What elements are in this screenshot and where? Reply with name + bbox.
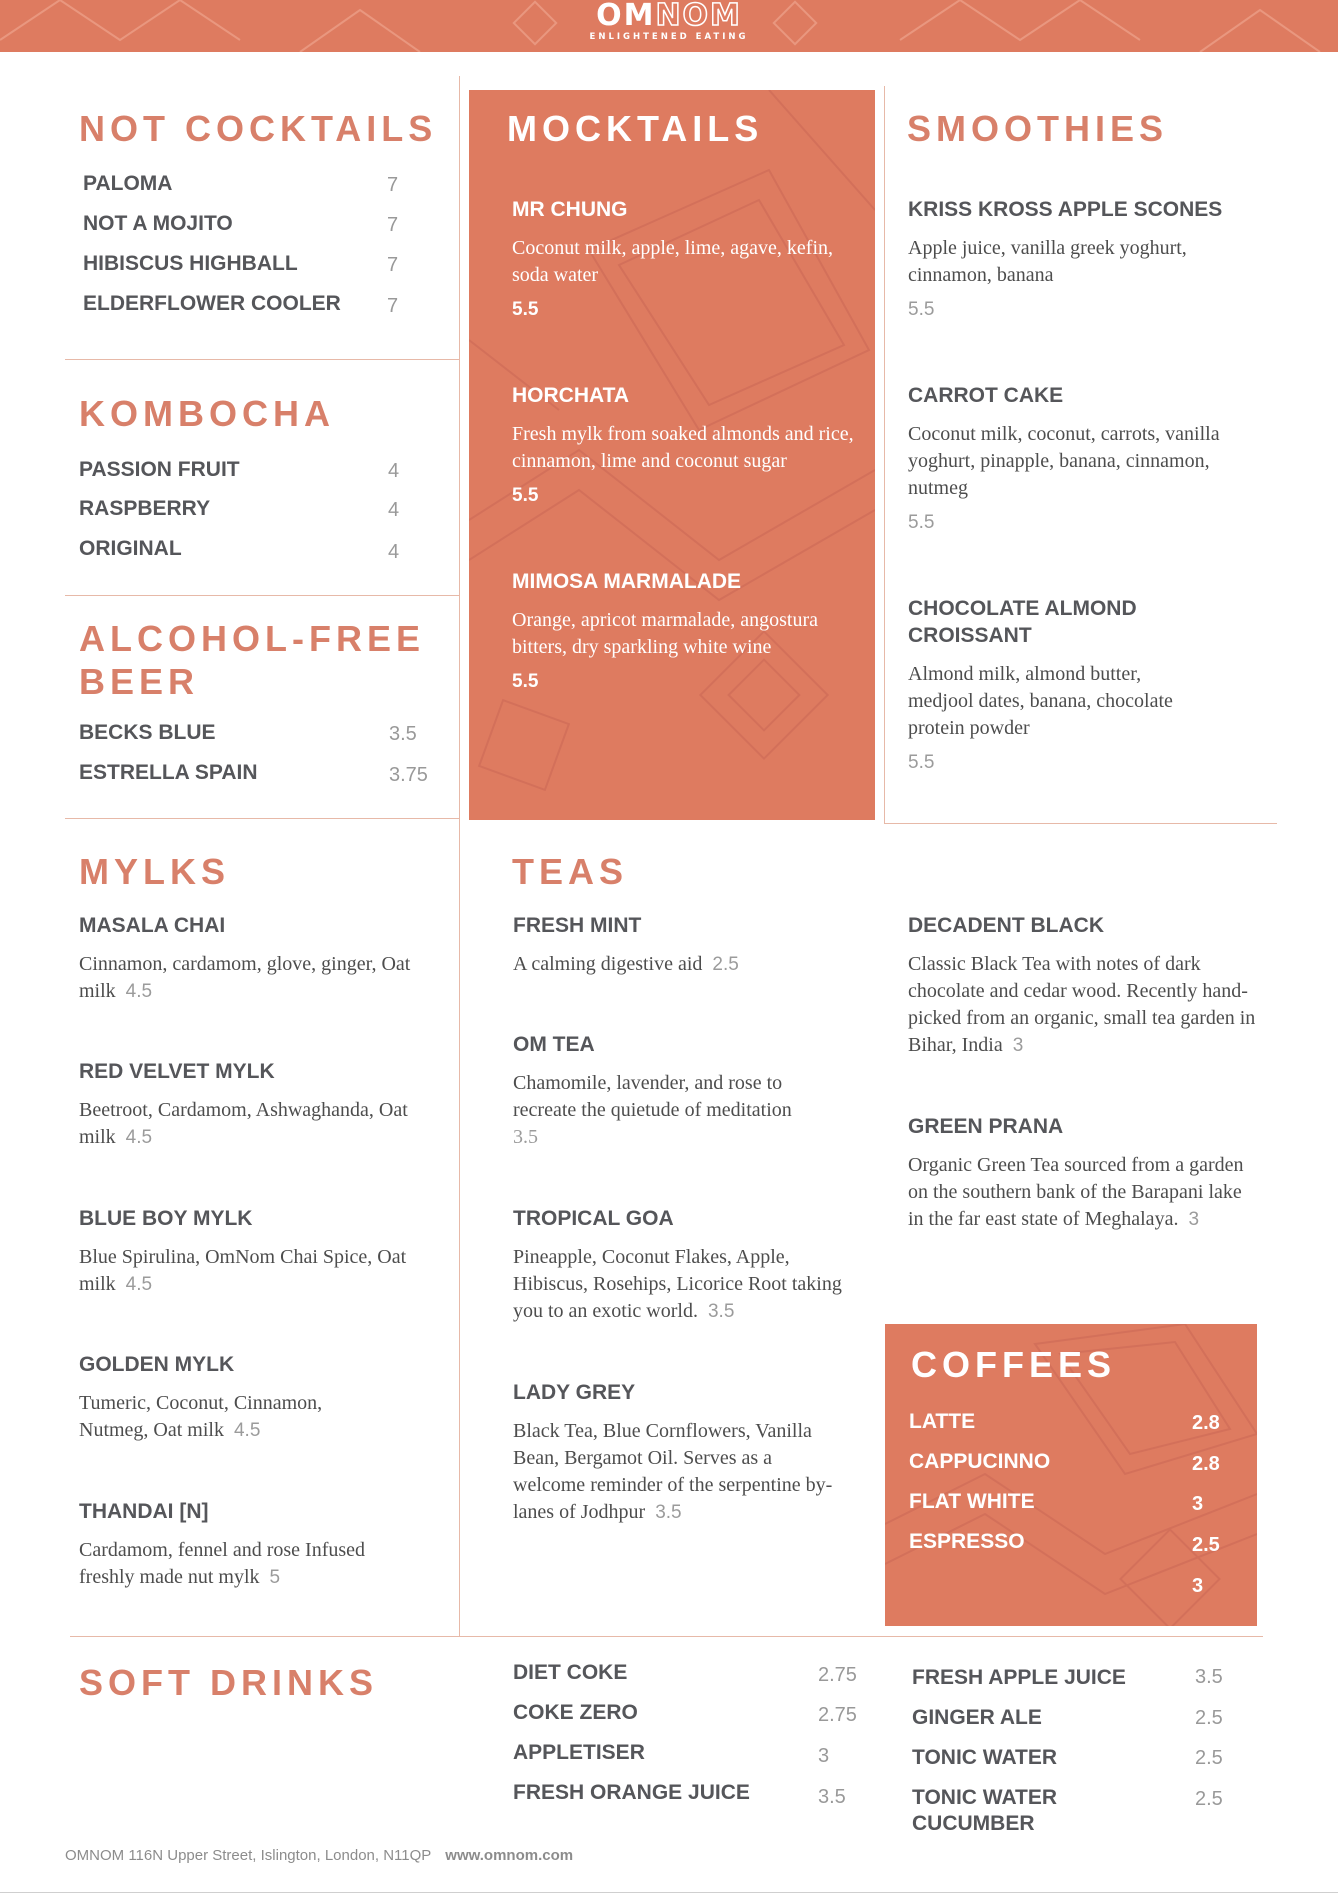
item-name: MIMOSA MARMALADE bbox=[512, 570, 742, 593]
list-item-price: 3.75 bbox=[389, 764, 428, 786]
menu-item bbox=[79, 1498, 419, 1591]
footer bbox=[65, 1847, 573, 1864]
item-description: Coconut milk, apple, lime, agave, kefin, soda water bbox=[512, 237, 834, 286]
item-description: Chamomile, lavender, and rose to recreate the quietude of meditation bbox=[513, 1072, 792, 1121]
footer-address: OMNOM 116N Upper Street, Islington, London, N11QP bbox=[65, 1847, 432, 1864]
right-column-divider bbox=[884, 86, 885, 824]
left-column-divider bbox=[459, 76, 460, 1636]
item-price: 2.5 bbox=[712, 954, 739, 975]
header-bar bbox=[0, 0, 1338, 52]
menu-item bbox=[513, 1379, 848, 1526]
item-description: Orange, apricot marmalade, angostura bitters, dry sparkling white wine bbox=[512, 609, 818, 658]
item-name: CHOCOLATE ALMOND CROISSANT bbox=[908, 597, 1137, 647]
item-name: KRISS KROSS APPLE SCONES bbox=[908, 198, 1223, 221]
smoothies-title: SMOOTHIES bbox=[907, 108, 1169, 149]
divider bbox=[70, 1636, 1263, 1637]
item-price: 3 bbox=[1012, 1035, 1024, 1056]
list-item-name: ELDERFLOWER COOLER bbox=[83, 292, 341, 315]
list-item-name: DIET COKE bbox=[513, 1661, 628, 1684]
item-price: 5 bbox=[269, 1567, 281, 1588]
item-description: Cinnamon, cardamom, glove, ginger, Oat milk bbox=[79, 953, 411, 1002]
list-item-name: ESPRESSO bbox=[909, 1530, 1025, 1553]
item-price: 5.5 bbox=[512, 671, 539, 692]
menu-item bbox=[512, 382, 862, 507]
list-item-price: 7 bbox=[387, 174, 399, 196]
list-item-price: 2.8 bbox=[1192, 1453, 1220, 1475]
list-item-name: CAPPUCINNO bbox=[909, 1450, 1051, 1473]
menu-item bbox=[908, 382, 1253, 534]
menu-item bbox=[908, 1113, 1248, 1233]
item-name: GOLDEN MYLK bbox=[79, 1353, 235, 1376]
list-item-price: 2.75 bbox=[818, 1664, 857, 1686]
item-description: Tumeric, Coconut, Cinnamon, Nutmeg, Oat milk bbox=[79, 1392, 323, 1441]
item-name: CARROT CAKE bbox=[908, 384, 1064, 407]
item-price: 5.5 bbox=[908, 299, 935, 320]
item-description: Blue Spirulina, OmNom Chai Spice, Oat milk bbox=[79, 1246, 407, 1295]
menu-item bbox=[512, 568, 862, 693]
item-description: Beetroot, Cardamom, Ashwaghanda, Oat milk bbox=[79, 1099, 408, 1148]
list-item-name: ORIGINAL bbox=[79, 537, 182, 560]
list-item-price: 4 bbox=[388, 541, 400, 563]
list-item-name: FRESH APPLE JUICE bbox=[912, 1666, 1126, 1689]
item-name: FRESH MINT bbox=[513, 914, 642, 937]
page-bottom-line bbox=[0, 1892, 1338, 1893]
list-item-price: 2.5 bbox=[1195, 1707, 1223, 1729]
list-item-price: 2.5 bbox=[1195, 1788, 1223, 1810]
menu-item bbox=[908, 196, 1253, 321]
list-item-price: 4 bbox=[388, 499, 400, 521]
coffees-title: COFFEES bbox=[911, 1344, 1117, 1385]
item-name: THANDAI [N] bbox=[79, 1500, 209, 1523]
item-price: 5.5 bbox=[512, 485, 539, 506]
divider bbox=[65, 595, 459, 596]
divider bbox=[65, 359, 459, 360]
list-item-name: PALOMA bbox=[83, 172, 173, 195]
item-description: Pineapple, Coconut Flakes, Apple, Hibiscus, Rosehips, Licorice Root taking you to an exotic world. bbox=[513, 1246, 842, 1322]
item-name: LADY GREY bbox=[513, 1381, 636, 1404]
item-price: 3 bbox=[1188, 1209, 1200, 1230]
item-price: 5.5 bbox=[512, 299, 539, 320]
item-description: Classic Black Tea with notes of dark chocolate and cedar wood. Recently hand-picked from an organic, small tea garden in Bihar, India bbox=[908, 953, 1256, 1056]
list-item-name: GINGER ALE bbox=[912, 1706, 1042, 1729]
menu-item bbox=[512, 196, 862, 321]
item-price: 5.5 bbox=[908, 512, 935, 533]
menu-item bbox=[513, 1205, 848, 1325]
mylks-title: MYLKS bbox=[79, 851, 230, 892]
list-item-name: RASPBERRY bbox=[79, 497, 211, 520]
list-item-price: 3.5 bbox=[1195, 1666, 1223, 1688]
list-item-name: TONIC WATER bbox=[912, 1746, 1058, 1769]
menu-item bbox=[79, 1351, 379, 1444]
item-description: A calming digestive aid bbox=[513, 953, 703, 975]
list-item-name: NOT A MOJITO bbox=[83, 212, 233, 235]
logo-tagline: ENLIGHTENED EATING bbox=[589, 32, 749, 42]
list-item-price: 2.8 bbox=[1192, 1412, 1220, 1434]
item-description: Apple juice, vanilla greek yoghurt, cinnamon, banana bbox=[908, 237, 1187, 286]
item-price: 4.5 bbox=[125, 1274, 153, 1295]
list-item-price: 4 bbox=[388, 460, 400, 482]
menu-item bbox=[513, 912, 848, 978]
item-price: 3.5 bbox=[655, 1502, 682, 1523]
alcohol-free-beer-title-line2: BEER bbox=[79, 661, 200, 702]
list-item-price: 3 bbox=[1192, 1575, 1204, 1597]
item-price: 4.5 bbox=[233, 1420, 261, 1441]
list-item-name: COKE ZERO bbox=[513, 1701, 638, 1724]
alcohol-free-beer-title: ALCOHOL-FREE bbox=[79, 618, 425, 659]
kombocha-title: KOMBOCHA bbox=[79, 393, 335, 434]
item-description: Cardamom, fennel and rose Infused freshly made nut mylk bbox=[79, 1539, 366, 1588]
item-name: MASALA CHAI bbox=[79, 914, 226, 937]
teas-title: TEAS bbox=[512, 851, 629, 892]
divider bbox=[884, 823, 1277, 824]
item-price: 4.5 bbox=[125, 981, 153, 1002]
item-description: Organic Green Tea sourced from a garden on the southern bank of the Barapani lake in the far east state of Meghalaya. bbox=[908, 1154, 1244, 1230]
logo-om: OM bbox=[596, 0, 656, 33]
list-item-price: 3 bbox=[1192, 1493, 1204, 1515]
item-description: Coconut milk, coconut, carrots, vanilla yoghurt, pinapple, banana, cinnamon, nutmeg bbox=[908, 423, 1220, 499]
list-item-name: PASSION FRUIT bbox=[79, 458, 240, 481]
item-name: BLUE BOY MYLK bbox=[79, 1207, 253, 1230]
item-name: DECADENT BLACK bbox=[908, 914, 1104, 937]
item-price: 5.5 bbox=[908, 752, 935, 773]
menu-item bbox=[79, 1205, 434, 1298]
item-description: Black Tea, Blue Cornflowers, Vanilla Bean, Bergamot Oil. Serves as a welcome reminder of the serpentine by-lanes of Jodhpur bbox=[513, 1420, 833, 1523]
list-item-name: FRESH ORANGE JUICE bbox=[513, 1781, 750, 1804]
list-item-name: APPLETISER bbox=[513, 1741, 645, 1764]
item-description: Fresh mylk from soaked almonds and rice, cinnamon, lime and coconut sugar bbox=[512, 423, 854, 472]
item-price: 4.5 bbox=[125, 1127, 153, 1148]
menu-item bbox=[79, 912, 434, 1005]
list-item-price: 3.5 bbox=[389, 723, 417, 745]
item-price: 3.5 bbox=[707, 1301, 735, 1322]
list-item-price: 2.5 bbox=[1195, 1747, 1223, 1769]
list-item-name: FLAT WHITE bbox=[909, 1490, 1035, 1513]
list-item-price: 7 bbox=[387, 295, 399, 317]
list-item-price: 2.75 bbox=[818, 1704, 857, 1726]
list-item-price: 3 bbox=[818, 1745, 830, 1767]
list-item-price: 7 bbox=[387, 254, 399, 276]
item-name: HORCHATA bbox=[512, 384, 630, 407]
list-item-name: BECKS BLUE bbox=[79, 721, 216, 744]
list-item-name: LATTE bbox=[909, 1410, 976, 1433]
mocktails-title: MOCKTAILS bbox=[507, 108, 764, 149]
list-item-name: ESTRELLA SPAIN bbox=[79, 761, 258, 784]
item-name: OM TEA bbox=[513, 1033, 595, 1056]
footer-website-link[interactable]: www.omnom.com bbox=[445, 1847, 574, 1864]
divider bbox=[65, 818, 459, 819]
list-item-price: 2.5 bbox=[1192, 1534, 1220, 1556]
logo[interactable] bbox=[0, 0, 1338, 42]
menu-item bbox=[513, 1031, 848, 1151]
item-description: Almond milk, almond butter, medjool dates, banana, chocolate protein powder bbox=[908, 663, 1173, 739]
list-item-name: TONIC WATER CUCUMBER bbox=[912, 1786, 1058, 1835]
list-item-name: HIBISCUS HIGHBALL bbox=[83, 252, 298, 275]
menu-item bbox=[908, 595, 1208, 774]
list-item-price: 3.5 bbox=[818, 1786, 846, 1808]
soft-drinks-title: SOFT DRINKS bbox=[79, 1662, 379, 1703]
not-cocktails-title: NOT COCKTAILS bbox=[79, 108, 438, 149]
menu-item bbox=[79, 1058, 434, 1151]
list-item-price: 7 bbox=[387, 214, 399, 236]
logo-nom: NOM bbox=[655, 0, 742, 33]
item-name: TROPICAL GOA bbox=[513, 1207, 674, 1230]
item-name: GREEN PRANA bbox=[908, 1115, 1064, 1138]
item-name: MR CHUNG bbox=[512, 198, 628, 221]
item-name: RED VELVET MYLK bbox=[79, 1060, 275, 1083]
menu-item bbox=[908, 912, 1258, 1059]
item-price: 3.5 bbox=[513, 1126, 538, 1148]
